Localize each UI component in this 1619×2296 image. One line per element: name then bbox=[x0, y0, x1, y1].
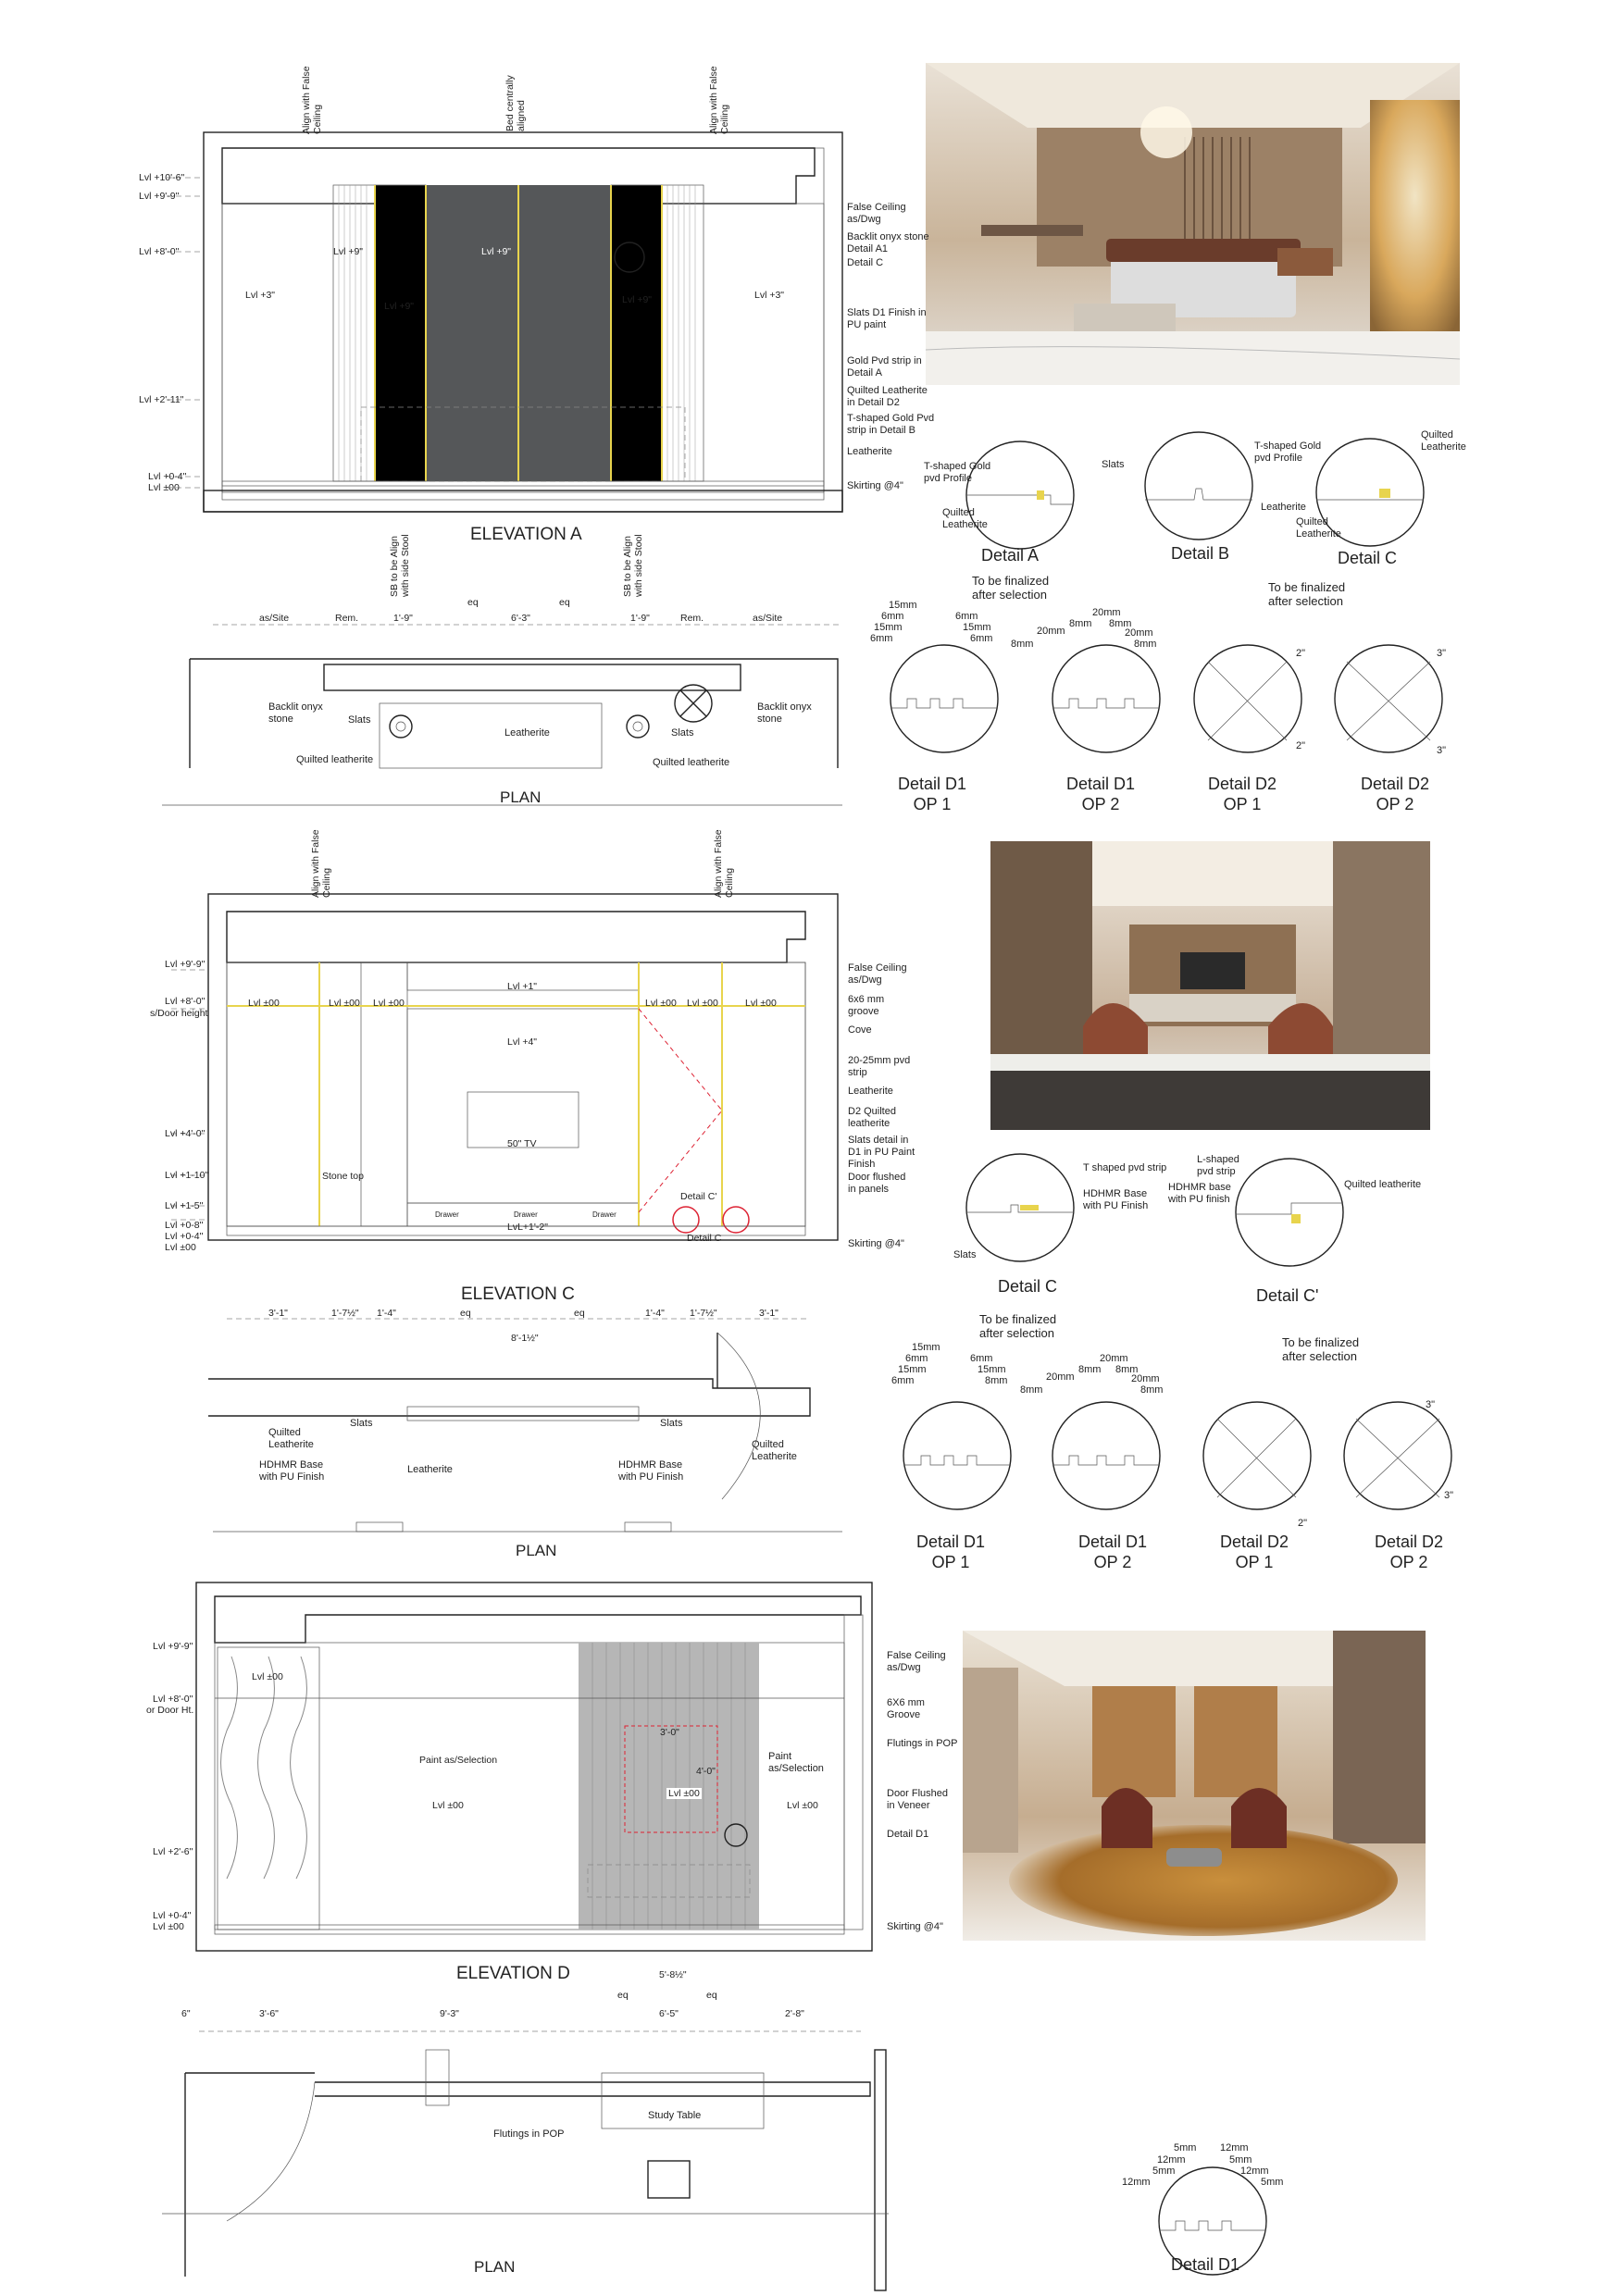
elevC-zone: Lvl ±00 bbox=[645, 998, 677, 1009]
elevD-dim: 2'-8" bbox=[785, 2008, 804, 2019]
plan-a bbox=[162, 625, 842, 805]
planA-label: Quilted leatherite bbox=[653, 757, 730, 768]
elevA-level: Lvl ±00 bbox=[148, 482, 180, 493]
elevA-dim: eq bbox=[467, 597, 479, 608]
elevA-dim: 1'-9" bbox=[393, 613, 413, 624]
elevC-tv: 50" TV bbox=[507, 1138, 537, 1149]
d1op2-dim: 20mm bbox=[1125, 627, 1153, 639]
elevA-title: ELEVATION A bbox=[470, 525, 582, 544]
elevA-zone: Lvl +9" bbox=[481, 246, 512, 257]
elevD-callout: False Ceiling as/Dwg bbox=[887, 1650, 946, 1673]
elevA-dim: 6'-3" bbox=[511, 613, 530, 624]
elevC-zone: Lvl ±00 bbox=[248, 998, 280, 1009]
elevD-dim: 5'-8½" bbox=[659, 1969, 687, 1980]
d-set2-note: To be finalized after selection bbox=[1282, 1335, 1360, 1363]
d2-d2op1-title: Detail D2 OP 1 bbox=[1220, 1533, 1289, 1571]
elevA-dim: as/Site bbox=[753, 613, 783, 624]
d2-2-dim: 20mm bbox=[1100, 1353, 1128, 1364]
d2-2-dim: 8mm bbox=[1140, 1384, 1164, 1396]
elevC-zone: Lvl ±00 bbox=[687, 998, 718, 1009]
d2op1-dim: 2" bbox=[1296, 648, 1306, 659]
d2-d1op2-title: Detail D1 OP 2 bbox=[1078, 1533, 1148, 1571]
elevC-level: Lvl +1-5" bbox=[165, 1200, 204, 1211]
elevC-level: Lvl +0-8" bbox=[165, 1220, 204, 1231]
elevC-level: Lvl +0-4" bbox=[165, 1231, 204, 1242]
elevC-callout: D2 Quilted leatherite bbox=[848, 1106, 896, 1129]
detailD1-dim: 12mm bbox=[1240, 2166, 1269, 2177]
detailC2-label: HDHMR Base with PU Finish bbox=[1083, 1188, 1149, 1211]
planC-label: Slats bbox=[350, 1418, 373, 1429]
elevA-dim: 1'-9" bbox=[630, 613, 650, 624]
elevC-drawer: Drawer bbox=[514, 1210, 538, 1219]
elevA-zone: Lvl +3" bbox=[245, 290, 276, 301]
d1op1-dim: 6mm bbox=[955, 611, 978, 622]
elevD-callout: Flutings in POP bbox=[887, 1738, 958, 1749]
elevD-level: Lvl ±00 bbox=[153, 1921, 184, 1932]
elevC-zone: Lvl ±00 bbox=[373, 998, 405, 1009]
d2op1-dim: 2" bbox=[1296, 740, 1306, 751]
planC-label: Quilted Leatherite bbox=[752, 1439, 797, 1462]
elevD-dim: 6'-5" bbox=[659, 2008, 679, 2019]
elevD-callout: 6X6 mm Groove bbox=[887, 1697, 925, 1720]
elevC-dim: 1'-4" bbox=[645, 1308, 665, 1319]
elevC-callout: Slats detail in D1 in PU Paint Finish bbox=[848, 1135, 915, 1170]
elevC-dim: eq bbox=[574, 1308, 585, 1319]
elevC-dim: 1'-7½" bbox=[331, 1308, 359, 1319]
d2-1-dim: 15mm bbox=[912, 1342, 940, 1353]
flutings-panel bbox=[579, 1643, 759, 1930]
d2-d1op1-title: Detail D1 OP 1 bbox=[916, 1533, 986, 1571]
elevC-dim: 3'-1" bbox=[759, 1308, 778, 1319]
detailC2-title: Detail C bbox=[998, 1277, 1058, 1296]
d1op2-dim: 20mm bbox=[1037, 626, 1065, 637]
d2-1-dim: 15mm bbox=[898, 1364, 927, 1375]
elevC-callout: Skirting @4" bbox=[848, 1238, 904, 1249]
planA-label: Slats bbox=[671, 727, 694, 738]
elevC-level: Lvl +4'-0" bbox=[165, 1128, 205, 1139]
elevA-zone: Lvl +9" bbox=[384, 301, 415, 312]
elevA-callout: Detail C bbox=[847, 257, 884, 268]
d2-3-dim: 2" bbox=[1298, 1518, 1308, 1529]
elevA-top-note-right: Align with False Ceiling bbox=[708, 66, 730, 134]
detailC1-label: HDHMR base with PU finish bbox=[1168, 1182, 1231, 1205]
elevA-dim: as/Site bbox=[259, 613, 290, 624]
elevC-inner-level: LvL+1'-2" bbox=[507, 1222, 548, 1233]
elevD-dim: 9'-3" bbox=[440, 2008, 459, 2019]
elevA-level: Lvl +9'-9" bbox=[139, 191, 180, 202]
elevD-inner-dim: 3'-0" bbox=[660, 1727, 679, 1738]
elevA-callout: Skirting @4" bbox=[847, 480, 903, 491]
elevC-callout: False Ceiling as/Dwg bbox=[848, 962, 907, 986]
elevA-callout: False Ceiling as/Dwg bbox=[847, 202, 906, 225]
elevA-callout: Quilted Leatherite in Detail D2 bbox=[847, 385, 928, 408]
elevC-dim: 1'-4" bbox=[377, 1308, 396, 1319]
d2op2-title: Detail D2 OP 2 bbox=[1361, 775, 1430, 813]
planA-label: Slats bbox=[348, 714, 371, 726]
detailC1-label: Quilted leatherite bbox=[1344, 1179, 1422, 1190]
planC-label: Slats bbox=[660, 1418, 683, 1429]
plan-c bbox=[208, 1319, 842, 1532]
detailC-label: Quilted Leatherite bbox=[1296, 516, 1341, 540]
veneer-door-panel bbox=[218, 1647, 319, 1930]
elevD-callout: Skirting @4" bbox=[887, 1921, 943, 1932]
d2-2-dim: 20mm bbox=[1046, 1371, 1075, 1383]
planA-label: Quilted leatherite bbox=[296, 754, 374, 765]
planA-label: Backlit onyx stone bbox=[268, 701, 323, 725]
elevC-dim: 1'-7½" bbox=[690, 1308, 717, 1319]
elevC-drawer: Drawer bbox=[435, 1210, 459, 1219]
elevA-bottom-note-left: SB to be Align with side Stool bbox=[389, 534, 411, 597]
elevD-dim: eq bbox=[706, 1990, 717, 2001]
detailC1-title: Detail C' bbox=[1256, 1286, 1319, 1305]
d2-2-dim: 8mm bbox=[1115, 1364, 1139, 1375]
elevA-callout: Backlit onyx stone Detail A1 bbox=[847, 231, 929, 254]
d1op2-dim: 20mm bbox=[1092, 607, 1121, 618]
detailC2-label: T shaped pvd strip bbox=[1083, 1162, 1167, 1173]
elevC-callout: Leatherite bbox=[848, 1086, 893, 1097]
detailD1-dim: 5mm bbox=[1229, 2154, 1252, 2166]
elevA-top-note-mid: Bed centrally aligned bbox=[504, 75, 527, 131]
elevC-zone: Lvl +1" bbox=[507, 981, 538, 992]
elevC-top-note-left: Align with False Ceiling bbox=[310, 829, 332, 898]
elevA-zone: Lvl +9" bbox=[622, 294, 653, 305]
details-abc bbox=[966, 432, 1424, 549]
elevation-c bbox=[171, 894, 838, 1240]
elevC-detail-c: Detail C bbox=[687, 1233, 722, 1244]
elevA-dim: eq bbox=[559, 597, 570, 608]
elevC-dim: 8'-1½" bbox=[511, 1333, 539, 1344]
planA-label: Leatherite bbox=[504, 727, 550, 738]
detailA-title: Detail A bbox=[981, 546, 1040, 565]
elevD-callout: Detail D1 bbox=[887, 1829, 929, 1840]
planA-label: Backlit onyx stone bbox=[757, 701, 812, 725]
elevC-callout: Cove bbox=[848, 1024, 872, 1036]
planC-label: HDHMR Base with PU Finish bbox=[618, 1459, 684, 1483]
d2-d2op2-title: Detail D2 OP 2 bbox=[1375, 1533, 1444, 1571]
planD-label: Flutings in POP bbox=[493, 2128, 565, 2140]
planD-label: Study Table bbox=[648, 2110, 702, 2121]
elevA-callout: Slats D1 Finish in PU paint bbox=[847, 307, 927, 330]
elevA-top-note-left: Align with False Ceiling bbox=[301, 66, 323, 134]
d2-2-dim: 8mm bbox=[1020, 1384, 1043, 1396]
elevA-dim: Rem. bbox=[335, 613, 359, 624]
d1op1-dim: 6mm bbox=[970, 633, 993, 644]
elevD-zone: Paint as/Selection bbox=[419, 1755, 498, 1766]
elevC-top-note-right: Align with False Ceiling bbox=[713, 829, 735, 898]
elevD-zone: Paint as/Selection bbox=[768, 1751, 824, 1774]
planC-label: Quilted Leatherite bbox=[268, 1427, 314, 1450]
elevD-level: Lvl +2'-6" bbox=[153, 1846, 193, 1857]
elevC-callout: 20-25mm pvd strip bbox=[848, 1055, 911, 1078]
elevA-callout: Leatherite bbox=[847, 446, 892, 457]
elevD-zone: Lvl ±00 bbox=[668, 1788, 700, 1799]
detailD1-dim: 5mm bbox=[1152, 2166, 1176, 2177]
elevC-level: Lvl ±00 bbox=[165, 1242, 196, 1253]
elevC-zone: Lvl ±00 bbox=[745, 998, 777, 1009]
d1op1-dim: 15mm bbox=[889, 600, 917, 611]
details-d-set2 bbox=[903, 1402, 1454, 1509]
elevC-dim: 3'-1" bbox=[268, 1308, 288, 1319]
detailA-label: Slats bbox=[1102, 459, 1125, 470]
d2-3-dim: 3" bbox=[1444, 1490, 1454, 1501]
elevD-dim: eq bbox=[617, 1990, 629, 2001]
d2-2-dim: 20mm bbox=[1131, 1373, 1160, 1384]
detailC-title: Detail C bbox=[1338, 549, 1398, 567]
d-set2-note: To be finalized after selection bbox=[979, 1312, 1057, 1340]
elevC-level: Lvl +8'-0" bbox=[165, 996, 205, 1007]
planC-label: Leatherite bbox=[407, 1464, 453, 1475]
planC-title: PLAN bbox=[516, 1542, 557, 1559]
elevC-level: Lvl +9'-9" bbox=[165, 959, 205, 970]
detailB-label: T-shaped Gold pvd Profile bbox=[1254, 441, 1322, 464]
elevA-callout: T-shaped Gold Pvd strip in Detail B bbox=[847, 413, 935, 436]
detailA-label: Quilted Leatherite bbox=[942, 507, 988, 530]
elevD-level: or Door Ht. bbox=[146, 1705, 194, 1716]
d1op1-dim: 6mm bbox=[881, 611, 904, 622]
elevA-level: Lvl +10'-6" bbox=[139, 172, 185, 183]
elevA-bottom-note-right: SB to be Align with side Stool bbox=[622, 534, 644, 597]
elevC-stone-top: Stone top bbox=[322, 1171, 364, 1182]
detailD1-dim: 12mm bbox=[1157, 2154, 1186, 2166]
elevA-zone: Lvl +3" bbox=[754, 290, 785, 301]
elevA-level: Lvl +8'-0" bbox=[139, 246, 180, 257]
detailA-label: T-shaped Gold pvd Profile bbox=[924, 461, 991, 484]
detailC1-label: L-shaped pvd strip bbox=[1197, 1154, 1239, 1177]
planD-title: PLAN bbox=[474, 2258, 516, 2276]
detailC-label: Quilted Leatherite bbox=[1421, 429, 1466, 453]
d1op2-dim: 8mm bbox=[1109, 618, 1132, 629]
elevD-zone: Lvl ±00 bbox=[252, 1671, 283, 1682]
detailD1-dim: 12mm bbox=[1220, 2142, 1249, 2153]
elevD-level: Lvl +9'-9" bbox=[153, 1641, 193, 1652]
d2-1-dim: 6mm bbox=[905, 1353, 928, 1364]
elevD-level: Lvl +0-4" bbox=[153, 1910, 192, 1921]
d1op1-dim: 6mm bbox=[870, 633, 893, 644]
d1op2-dim: 8mm bbox=[1069, 618, 1092, 629]
planC-label: HDHMR Base with PU Finish bbox=[259, 1459, 325, 1483]
elevD-dim: 3'-6" bbox=[259, 2008, 279, 2019]
elevC-callout: Door flushed in panels bbox=[848, 1172, 906, 1195]
elevC-callout: 6x6 mm groove bbox=[848, 994, 885, 1017]
detailD1-dim: 12mm bbox=[1122, 2177, 1151, 2188]
d2-3-dim: 3" bbox=[1426, 1399, 1436, 1410]
d1op2-dim: 8mm bbox=[1134, 639, 1157, 650]
d1op2-dim: 8mm bbox=[1011, 639, 1034, 650]
elevD-inner-dim: 4'-0" bbox=[696, 1766, 716, 1777]
elevC-drawer: Drawer bbox=[592, 1210, 616, 1219]
details-d-set1 bbox=[890, 645, 1442, 752]
d1op1-title: Detail D1 OP 1 bbox=[898, 775, 967, 813]
elevD-zone: Lvl ±00 bbox=[432, 1800, 464, 1811]
elevA-callout: Gold Pvd strip in Detail A bbox=[847, 355, 922, 379]
detailD1-title: Detail D1 bbox=[1171, 2255, 1240, 2274]
elevC-level: Lvl +1-10" bbox=[165, 1170, 209, 1181]
d2-1-dim: 15mm bbox=[978, 1364, 1006, 1375]
plan-d bbox=[162, 2031, 889, 2290]
elevA-level: Lvl +2'-11" bbox=[139, 394, 184, 405]
elevC-title: ELEVATION C bbox=[461, 1285, 575, 1304]
elevA-dim: Rem. bbox=[680, 613, 704, 624]
d2-2-dim: 8mm bbox=[1078, 1364, 1102, 1375]
elevD-zone: Lvl ±00 bbox=[787, 1800, 818, 1811]
elevA-zone: Lvl +9" bbox=[333, 246, 364, 257]
d2-1-dim: 8mm bbox=[985, 1375, 1008, 1386]
elevD-callout: Door Flushed in Veneer bbox=[887, 1788, 949, 1811]
elevD-title: ELEVATION D bbox=[456, 1964, 570, 1983]
d-set1-note: To be finalized after selection bbox=[972, 574, 1050, 602]
d1op1-dim: 15mm bbox=[874, 622, 903, 633]
elevC-zone: Lvl ±00 bbox=[329, 998, 360, 1009]
d1op2-title: Detail D1 OP 2 bbox=[1066, 775, 1136, 813]
elevC-detail-c-prime: Detail C' bbox=[680, 1191, 717, 1202]
elevC-zone: Lvl +4" bbox=[507, 1036, 538, 1048]
detailD1-dim: 5mm bbox=[1174, 2142, 1197, 2153]
detailB-title: Detail B bbox=[1171, 544, 1230, 563]
elevD-level: Lvl +8'-0" bbox=[153, 1694, 193, 1705]
detailB-label: Leatherite bbox=[1261, 502, 1306, 513]
elevC-dim: eq bbox=[460, 1308, 471, 1319]
elevD-dim: 6" bbox=[181, 2008, 191, 2019]
d2op1-title: Detail D2 OP 1 bbox=[1208, 775, 1277, 813]
d-set1-note: To be finalized after selection bbox=[1268, 580, 1346, 608]
d2op2-dim: 3" bbox=[1437, 745, 1447, 756]
planA-title: PLAN bbox=[500, 788, 542, 806]
elevC-level: s/Door height bbox=[150, 1008, 208, 1019]
elevA-level: Lvl +0-4" bbox=[148, 471, 187, 482]
detailC2-label: Slats bbox=[953, 1249, 977, 1260]
detailD1-dim: 5mm bbox=[1261, 2177, 1284, 2188]
d2op2-dim: 3" bbox=[1437, 648, 1447, 659]
elevation-a bbox=[167, 132, 842, 512]
d1op1-dim: 15mm bbox=[963, 622, 991, 633]
d2-1-dim: 6mm bbox=[970, 1353, 993, 1364]
d2-1-dim: 6mm bbox=[891, 1375, 915, 1386]
